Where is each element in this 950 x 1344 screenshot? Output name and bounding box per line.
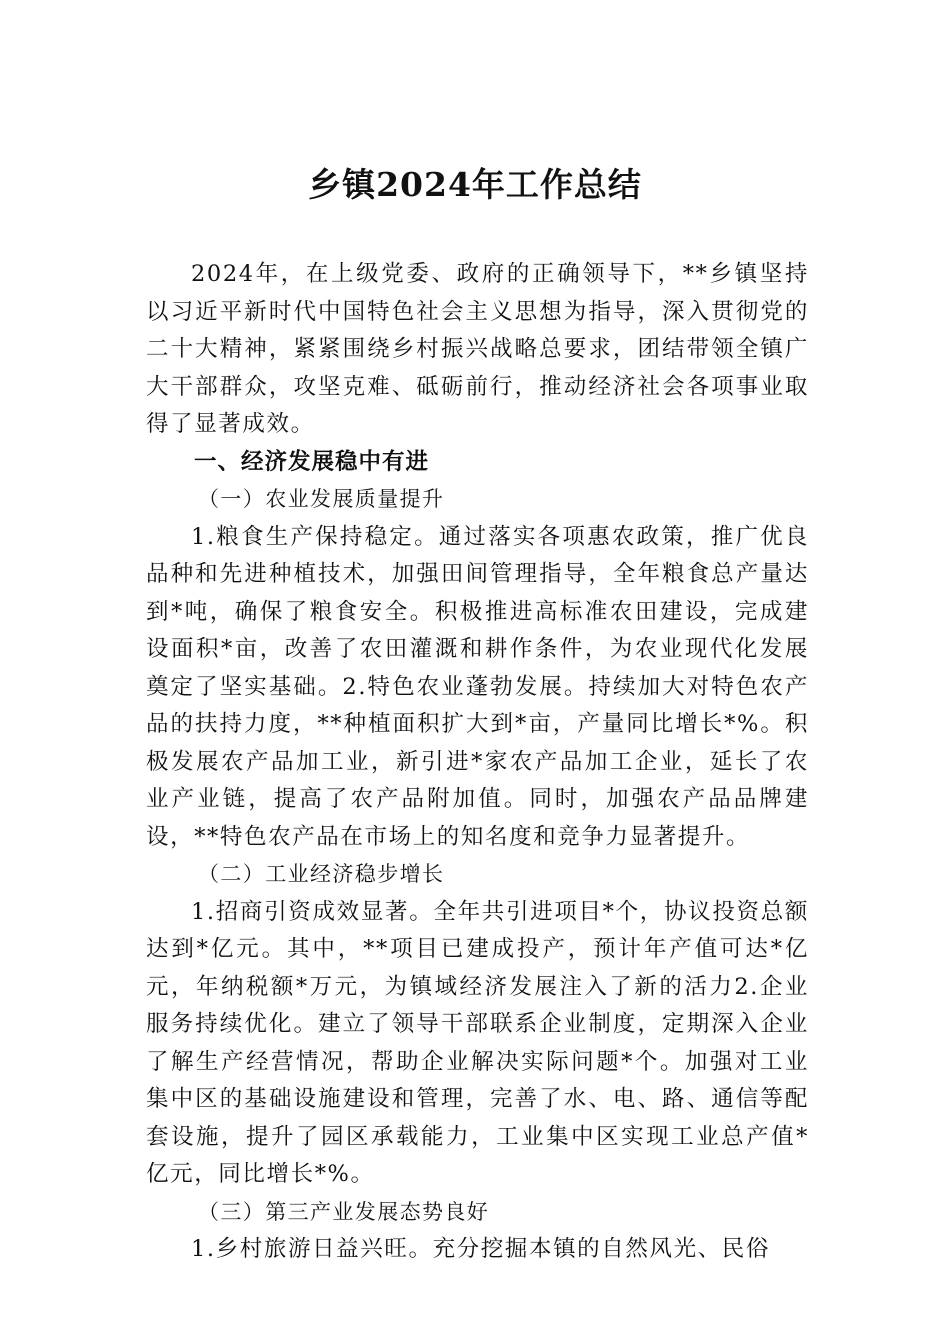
section-heading-economy: 一、经济发展稳中有进 — [194, 448, 430, 475]
industry-paragraph: 1.招商引资成效显著。全年共引进项目*个，协议投资总额达到*亿元。其中，**项目已建成投产，预计年产值可达*亿元，年纳税额*万元，为镇域经济发展注入了新的活力2.企业服务持续优化。建立了领导干部联系企业制度，定期深入企业了解生产经营情况，帮助企业解决实际问题*个。加强对工业集中区的基础设施建设和管理，完善了水、电、路、通信等配套设施，提升了园区承载能力，工业集中区实现工业总产值*亿元，同比增长*%。 — [146, 898, 809, 1187]
subsection-heading-agriculture: （一）农业发展质量提升 — [198, 487, 445, 511]
document-body — [146, 256, 809, 1269]
intro-paragraph: 2024年，在上级党委、政府的正确领导下，**乡镇坚持以习近平新时代中国特色社会主义思想为指导，深入贯彻党的二十大精神，紧紧围绕乡村振兴战略总要求，团结带领全镇广大干部群众，攻坚克难、砥砺前行，推动经济社会各项事业取得了显著成效。 — [146, 261, 809, 437]
tertiary-paragraph: 1.乡村旅游日益兴旺。充分挖掘本镇的自然风光、民俗 — [191, 1236, 770, 1262]
agriculture-paragraph: 1.粮食生产保持稳定。通过落实各项惠农政策，推广优良品种和先进种植技术，加强田间管理指导，全年粮食总产量达到*吨，确保了粮食安全。积极推进高标准农田建设，完成建设面积*亩，改善了农田灌溉和耕作条件，为农业现代化发展奠定了坚实基础。2.特色农业蓬勃发展。持续加大对特色农产品的扶持力度，**种植面积扩大到*亩，产量同比增长*%。积极发展农产品加工业，新引进*家农产品加工企业，延长了农业产业链，提高了农产品附加值。同时，加强农产品品牌建设，**特色农产品在市场上的知名度和竞争力显著提升。 — [146, 523, 809, 850]
document-title: 乡镇2024年工作总结 — [308, 165, 642, 204]
subsection-heading-tertiary: （三）第三产业发展态势良好 — [198, 1199, 490, 1224]
subsection-heading-industry: （二）工业经济稳步增长 — [198, 862, 445, 886]
